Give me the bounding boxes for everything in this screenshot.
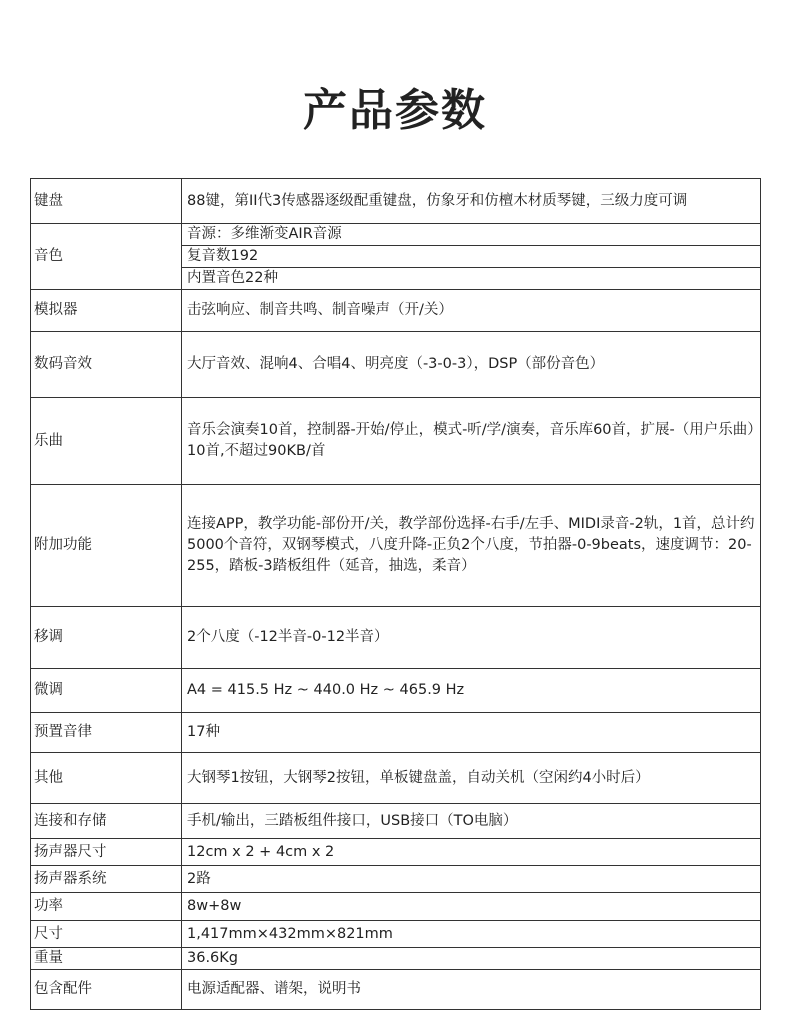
spec-table bbox=[30, 178, 761, 1010]
spec-label: 重量 bbox=[31, 948, 182, 970]
table-row bbox=[31, 893, 761, 921]
spec-label: 其他 bbox=[31, 753, 182, 804]
table-row bbox=[31, 607, 761, 669]
spec-label: 附加功能 bbox=[31, 485, 182, 607]
table-row bbox=[31, 753, 761, 804]
spec-label: 扬声器尺寸 bbox=[31, 839, 182, 866]
spec-label: 微调 bbox=[31, 669, 182, 713]
spec-value: 连接APP，教学功能-部份开/关，教学部份选择-右手/左手、MIDI录音-2轨，1首，总计约5000个音符，双钢琴模式，八度升降-正负2个八度，节拍器-0-9beats，速度调节：20-255，踏板-3踏板组件（延音，抽选，柔音） bbox=[182, 485, 761, 607]
spec-label: 数码音效 bbox=[31, 332, 182, 398]
spec-value: 手机/输出，三踏板组件接口，USB接口（TO电脑） bbox=[182, 804, 761, 839]
table-row bbox=[31, 970, 761, 1010]
spec-value: A4 = 415.5 Hz ~ 440.0 Hz ~ 465.9 Hz bbox=[182, 669, 761, 713]
spec-value: 音乐会演奏10首，控制器-开始/停止，模式-听/学/演奏，音乐库60首，扩展-（用户乐曲）10首,不超过90KB/首 bbox=[182, 398, 761, 485]
table-row bbox=[31, 921, 761, 948]
spec-value: 1,417mm×432mm×821mm bbox=[182, 921, 761, 948]
spec-label: 包含配件 bbox=[31, 970, 182, 1010]
spec-value: 大厅音效、混响4、合唱4、明亮度（-3-0-3），DSP（部份音色） bbox=[182, 332, 761, 398]
spec-label: 模拟器 bbox=[31, 290, 182, 332]
spec-value: 大钢琴1按钮，大钢琴2按钮，单板键盘盖，自动关机（空闲约4小时后） bbox=[182, 753, 761, 804]
table-row bbox=[31, 398, 761, 485]
spec-label: 预置音律 bbox=[31, 713, 182, 753]
spec-label: 键盘 bbox=[31, 179, 182, 224]
spec-value: 复音数192 bbox=[182, 246, 761, 268]
spec-value: 36.6Kg bbox=[182, 948, 761, 970]
spec-label: 音色 bbox=[31, 224, 182, 290]
table-row bbox=[31, 804, 761, 839]
spec-value: 音源：多维渐变AIR音源 bbox=[182, 224, 761, 246]
spec-value: 8w+8w bbox=[182, 893, 761, 921]
spec-label: 扬声器系统 bbox=[31, 866, 182, 893]
spec-label: 尺寸 bbox=[31, 921, 182, 948]
table-row bbox=[31, 224, 761, 246]
spec-value: 2个八度（-12半音-0-12半音） bbox=[182, 607, 761, 669]
table-row bbox=[31, 290, 761, 332]
spec-label: 移调 bbox=[31, 607, 182, 669]
spec-value: 电源适配器、谱架，说明书 bbox=[182, 970, 761, 1010]
table-row bbox=[31, 866, 761, 893]
table-row bbox=[31, 948, 761, 970]
table-row bbox=[31, 713, 761, 753]
table-row bbox=[31, 332, 761, 398]
table-row bbox=[31, 179, 761, 224]
spec-value: 17种 bbox=[182, 713, 761, 753]
spec-value: 2路 bbox=[182, 866, 761, 893]
spec-value: 12cm x 2 + 4cm x 2 bbox=[182, 839, 761, 866]
spec-value: 击弦响应、制音共鸣、制音噪声（开/关） bbox=[182, 290, 761, 332]
table-row bbox=[31, 839, 761, 866]
table-row bbox=[31, 485, 761, 607]
page-title: 产品参数 bbox=[303, 85, 487, 136]
spec-value: 内置音色22种 bbox=[182, 268, 761, 290]
spec-label: 功率 bbox=[31, 893, 182, 921]
spec-label: 连接和存储 bbox=[31, 804, 182, 839]
spec-label: 乐曲 bbox=[31, 398, 182, 485]
spec-value: 88键，第II代3传感器逐级配重键盘，仿象牙和仿檀木材质琴键，三级力度可调 bbox=[182, 179, 761, 224]
table-row bbox=[31, 669, 761, 713]
